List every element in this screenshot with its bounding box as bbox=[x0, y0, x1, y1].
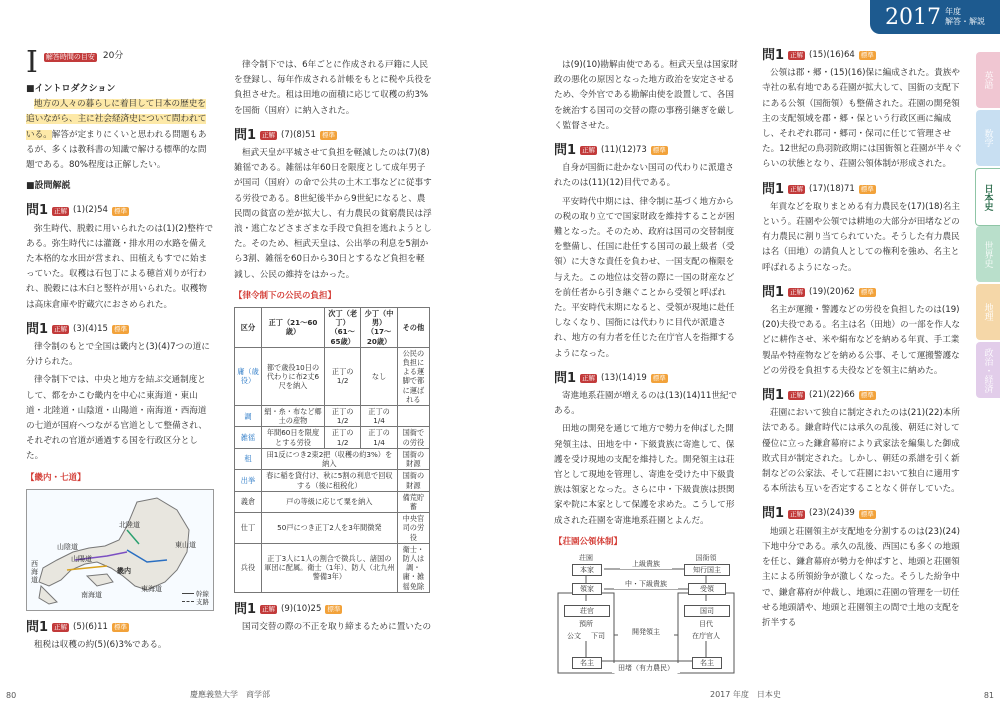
table-cell: 春に稲を貸付け、秋に5割の利息で回収する（後に租税化） bbox=[262, 470, 398, 491]
question-1-1-text: 弥生時代、脱穀に用いられたのは(1)(2)整杵である。弥生時代には灌漑・排水用の水路を備えた本格的な水田が営まれ、田植えもすでに始まっていた。収穫は石包丁による穂首刈りが行われ、脱穀には木臼と竪杵が用いられた。収穫物は高床倉庫や貯蔵穴におさめられた。 bbox=[26, 223, 214, 310]
side-tab-world-history[interactable]: 世界史 bbox=[976, 226, 1000, 282]
diagram-right-head: 国衙領 bbox=[678, 553, 734, 563]
difficulty-tag: 標準 bbox=[860, 391, 874, 400]
question-label: 問1 bbox=[26, 203, 49, 219]
difficulty-tag: 標準 bbox=[860, 51, 874, 60]
answer-number: (13)(14)19 bbox=[601, 372, 647, 383]
question-1-7-p1: 寄進地系荘園が増えるのは(13)(14)11世紀である。 bbox=[554, 391, 738, 417]
table-cell: 公民の負担による運脚で都に運ばれる bbox=[397, 347, 429, 405]
kageyushi-paragraph: は(9)(10)勘解由使である。桓武天皇は国家財政の悪化の原因となった地方政治を安定させるため、令外官である勘解由使を設置して、各国を統治する国司の交替の際の事務引継ぎを厳しく監督させた。 bbox=[554, 60, 738, 131]
table-cell: 戸の等級に応じて粟を納入 bbox=[262, 491, 398, 512]
year-header bbox=[870, 0, 1000, 34]
answer-number: (15)(16)64 bbox=[809, 50, 855, 60]
table-cell: 正丁の1/4 bbox=[361, 427, 397, 448]
table-row bbox=[235, 513, 430, 544]
roman-numeral: I bbox=[26, 45, 38, 80]
answer-tag: 正解 bbox=[790, 287, 804, 296]
table-row bbox=[235, 347, 430, 405]
answer-number: (3)(4)15 bbox=[73, 323, 108, 334]
right-page bbox=[500, 0, 1000, 702]
diagram-node-zaichokanjin: 在庁官人 bbox=[680, 631, 732, 641]
table-header: その他 bbox=[397, 308, 429, 348]
diagram-node-geshi: 下司 bbox=[586, 631, 610, 641]
question-1-9-text: 年貢などを取りまとめる有力農民を(17)(18)名主という。荘園や公領では耕地の大部分が田堵などの有力農民に割り当てられていた。そうした有力農民は名（田地）の請負人としての権利を強め、名主と呼ばれるようになった。 bbox=[762, 201, 960, 273]
table-row bbox=[235, 543, 430, 592]
table-cell: 年間60日を限度とする労役 bbox=[262, 427, 325, 448]
table-header: 次丁（老丁）（61〜65歳） bbox=[325, 308, 361, 348]
map-label-nankaido: 南海道 bbox=[81, 590, 102, 599]
table-cell: 田1反につき2束2把（収穫の約3%）を納入 bbox=[262, 448, 398, 469]
question-1-8 bbox=[762, 48, 962, 63]
answer-tag: 正解 bbox=[790, 184, 804, 193]
answer-tag: 正解 bbox=[54, 206, 68, 215]
question-label: 問1 bbox=[762, 506, 785, 522]
question-label: 問1 bbox=[762, 388, 785, 404]
question-label: 問1 bbox=[554, 370, 577, 386]
header-suffix-2: 解答・解説 bbox=[945, 17, 985, 26]
table-cell: 国衙の財源 bbox=[397, 470, 429, 491]
question-1-8-text: 公領は郡・郷・(15)(16)保に編成された。貴族や寺社の私有地である荘園が拡大して、国衙の支配下にある公領（国衙領）も整備された。荘園の開発領主の支配領域を郡・郷・保という行政区画に編成し、それぞれ郡司・郷司・保司に任じて管理させた。12世紀の鳥羽院政期には国衙領と荘園が半々ぐらいの状態となり、荘園公領体制が形成された。 bbox=[762, 68, 962, 170]
question-label: 問1 bbox=[234, 127, 257, 143]
diagram-node-kokushi: 国司 bbox=[684, 605, 730, 617]
table-row bbox=[235, 406, 430, 427]
table-header: 正丁（21〜60歳） bbox=[262, 308, 325, 348]
question-label: 問1 bbox=[762, 181, 785, 197]
map-label-saninado: 山陰道 bbox=[57, 542, 78, 551]
diagram-left-head: 荘園 bbox=[558, 553, 614, 563]
time-value: 20分 bbox=[102, 50, 124, 61]
diagram-label-kaihatsu: 開発領主 bbox=[618, 627, 674, 637]
map-label-kinai: 畿内 bbox=[117, 566, 131, 575]
intro-title: ■イントロダクション bbox=[26, 84, 116, 94]
table-cell: 租 bbox=[235, 448, 262, 469]
table-cell: 都で歳役10日の代わりに布2丈6尺を納入 bbox=[262, 347, 325, 405]
table-row bbox=[235, 470, 430, 491]
table-cell: 正丁3人に1人の割合で徴兵し、諸国の軍団に配属。衛士（1年）、防人（北九州警備3年） bbox=[262, 543, 398, 592]
table-cell: 国衙の財源 bbox=[397, 448, 429, 469]
answer-number: (1)(2)54 bbox=[73, 205, 108, 216]
question-1-5-text: 国司交替の際の不正を取り締まるために置いたの bbox=[242, 621, 432, 632]
answer-number: (5)(6)11 bbox=[73, 621, 108, 632]
difficulty-tag: 標準 bbox=[113, 206, 127, 215]
diagram-node-myoshu-right: 名主 bbox=[692, 657, 722, 669]
intro-highlight: 地方の人々の暮らしに着目して日本の歴史を追いながら、主に社会経済史について問われている。 bbox=[26, 99, 207, 140]
map-label-tokaido: 東海道 bbox=[141, 584, 162, 593]
answer-number: (19)(20)62 bbox=[809, 286, 855, 297]
table-cell: 庸（歳役） bbox=[235, 347, 262, 405]
map-label-saikaido: 西海道 bbox=[31, 559, 38, 584]
answer-number: (23)(24)39 bbox=[809, 508, 855, 519]
table-row bbox=[235, 448, 430, 469]
side-tab-japanese-history[interactable]: 日本史 bbox=[975, 168, 1000, 226]
answer-tag: 正解 bbox=[262, 604, 276, 613]
map-label-hokurikudo: 北陸道 bbox=[119, 520, 140, 529]
question-1-4 bbox=[234, 128, 432, 143]
map-label-sanyodo: 山陽道 bbox=[71, 554, 92, 563]
footer-title-left: 慶應義塾大学 商学部 bbox=[190, 690, 270, 699]
question-1-2-p1: 律令制のもとで全国は畿内と(3)(4)7つの道に分けられた。 bbox=[26, 342, 210, 368]
table-cell: 兵役 bbox=[235, 543, 262, 592]
shoen-diagram bbox=[554, 553, 738, 675]
question-1-3-text: 租税は収穫の約(5)(6)3%である。 bbox=[34, 640, 167, 651]
answer-number: (17)(18)71 bbox=[809, 183, 855, 194]
difficulty-tag: 標準 bbox=[652, 146, 666, 155]
answer-tag: 正解 bbox=[790, 509, 804, 518]
question-1-10 bbox=[762, 285, 962, 300]
answer-tag: 正解 bbox=[582, 146, 596, 155]
side-tab-math[interactable]: 数学 bbox=[976, 110, 1000, 166]
table-row bbox=[235, 491, 430, 512]
legend-branch: 支路 bbox=[196, 597, 209, 606]
table-cell: 正丁の1/2 bbox=[325, 427, 361, 448]
answer-number: (11)(12)73 bbox=[601, 145, 647, 156]
map-title: 【畿内・七道】 bbox=[26, 472, 86, 483]
difficulty-tag: 標準 bbox=[113, 324, 127, 333]
answer-tag: 正解 bbox=[790, 391, 804, 400]
legend-trunk: 幹線 bbox=[196, 589, 209, 598]
question-1-4-text: 桓武天皇が平城させて負担を軽減したのは(7)(8)雑徭である。雑徭は年60日を限度として成年男子が国司（国府）の命で公共の土木工事などに従事する労役である。8世紀後半から9世紀になると、農民間の貧富の差が拡大し、有力農民の貧窮農民は浮浪・逃亡などさまざまな手段で負担を逃れようとした。そのため、桓武天皇は、公出挙の利息を5割から3割、雑徭を60日から30日とするなど負担を軽減し、公民の維持をはかった。 bbox=[234, 148, 432, 280]
question-1-2-p2: 律令制下では、中央と地方を結ぶ交通制度として、都をかこむ畿内を中心に東海道・東山道・北陸道・山陰道・山陽道・南海道・西海道の七道が国府へつながる官道として整備され、それぞれの官道が通過する国を行政区分とした。 bbox=[26, 375, 207, 462]
time-tag: 解答時間の目安 bbox=[45, 53, 95, 61]
answer-number: (7)(8)51 bbox=[281, 129, 316, 140]
diagram-node-azukaridokoro: 預所 bbox=[568, 619, 604, 629]
table-cell: 絹・糸・布など郷土の産物 bbox=[262, 406, 325, 427]
question-1-12 bbox=[762, 506, 962, 521]
header-suffix bbox=[945, 7, 985, 27]
diagram-node-kumon: 公文 bbox=[562, 631, 586, 641]
question-label: 問1 bbox=[762, 48, 785, 63]
table-header: 区分 bbox=[235, 308, 262, 348]
intro-rest: 解答が定まりにくいと思われる問題もあるが、多くは教科書の知識で解ける標準的な問題である。80%程度は正解したい。 bbox=[26, 129, 207, 171]
table-cell: 雑徭 bbox=[235, 427, 262, 448]
header-year: 2017 bbox=[885, 4, 941, 30]
question-label: 問1 bbox=[26, 619, 49, 635]
question-label: 問1 bbox=[554, 143, 577, 159]
side-tab-politics-economics[interactable]: 政治・経済 bbox=[976, 342, 1000, 398]
difficulty-tag: 標準 bbox=[860, 509, 874, 518]
side-tab-english[interactable]: 英語 bbox=[976, 52, 1000, 108]
table-title: 【律令制下の公民の負担】 bbox=[234, 290, 337, 301]
table-cell bbox=[397, 406, 429, 427]
map-label-tosando: 東山道 bbox=[175, 540, 196, 549]
question-1-12-text: 地頭と荘園領主が支配地を分割するのは(23)(24)下地中分である。承久の乱後、西国にも多くの地頭を任じ、鎌倉幕府が勢力を伸ばすと、地頭と荘園領主による所領紛争が激しくなった。そうした紛争中で、鎌倉幕府が仲裁し、地頭に荘園の管理を一切任せる地頭請や、地頭と荘園領主の間で土地の支配を折半する bbox=[762, 526, 960, 628]
question-1-6-p1: 自身が国衙に赴かない国司の代わりに派遣されたのは(11)(12)目代である。 bbox=[554, 163, 734, 189]
diagram-node-myoshu-left: 名主 bbox=[572, 657, 602, 669]
diagram-title: 【荘園公領体制】 bbox=[554, 536, 623, 547]
difficulty-tag: 標準 bbox=[321, 130, 335, 139]
question-1-11 bbox=[762, 388, 962, 403]
difficulty-tag: 標準 bbox=[113, 622, 127, 631]
difficulty-tag: 標準 bbox=[860, 287, 874, 296]
question-1-3 bbox=[26, 620, 214, 635]
burden-table bbox=[234, 307, 430, 593]
table-cell: 50戸につき正丁2人を3年間徴発 bbox=[262, 513, 398, 544]
side-tab-geography[interactable]: 地理 bbox=[976, 284, 1000, 340]
table-cell: 国衙での労役 bbox=[397, 427, 429, 448]
diagram-label-tato: 田堵（有力農民） bbox=[612, 663, 680, 673]
question-1-9 bbox=[762, 182, 962, 197]
map-legend bbox=[182, 590, 209, 606]
answer-tag: 正解 bbox=[54, 324, 68, 333]
diagram-node-ryoke: 領家 bbox=[572, 583, 602, 595]
right-column-2 bbox=[762, 48, 962, 634]
answer-tag: 正解 bbox=[582, 373, 596, 382]
question-1-5 bbox=[234, 602, 432, 617]
table-cell: 備荒貯蓄 bbox=[397, 491, 429, 512]
map-figure bbox=[26, 489, 214, 611]
diagram-node-chigyokokushu: 知行国主 bbox=[684, 564, 730, 576]
diagram-label-upper: 上級貴族 bbox=[620, 559, 672, 569]
difficulty-tag: 標準 bbox=[327, 604, 341, 613]
right-column-1 bbox=[554, 58, 740, 675]
table-cell: 正丁の1/4 bbox=[361, 406, 397, 427]
question-1-7-p2: 田地の開発を通じて地方で勢力を伸ばした開発領主は、田地を中・下級貴族に寄進して、保護を受け現地の支配を維持した。開発領主は荘官として現地を管理し、寄進を受けた中下級貴族は領家となった。さらに中・下級貴族は摂関家や院に本家として保護を求めた。こうして形成された荘園を寄進地系荘園とよんだ。 bbox=[554, 424, 735, 526]
question-label: 問1 bbox=[26, 321, 49, 337]
question-1-10-text: 名主が運搬・警護などの労役を負担したのは(19)(20)夫役である。名主は名（田地）の一部を作人などに耕作させ、米や絹布などを納める年貢、手工業製品や特産物などを納める公事、そして運搬警護などの労役を負担する夫役などを領主に納めた。 bbox=[762, 305, 961, 376]
diagram-node-honke: 本家 bbox=[572, 564, 602, 576]
header-suffix-1: 年度 bbox=[945, 7, 961, 16]
table-cell: 義倉 bbox=[235, 491, 262, 512]
setsumon-title: ■設問解説 bbox=[26, 181, 71, 192]
answer-tag: 正解 bbox=[54, 622, 68, 631]
question-1-6-p2: 平安時代中期には、律令制に基づく地方からの税の取り立てで国家財政を維持することが困難となった。そのため、政府は国司の交替制度を整備し、任国に赴任する国司の最上級者（受領）に大きな責任を負わせ、一国支配の権限を与えた。この地位は交替の際に一国の財産などを前任者から引き継ぐことから受領と呼ばれた。平安時代末期になると、受領が現地に赴任しなくなり、国衙には代わりに目代が派遣され、地方の有力者を任じた在庁官人を指揮するようになった。 bbox=[554, 196, 735, 359]
table-cell: なし bbox=[361, 347, 397, 405]
answer-tag: 正解 bbox=[790, 51, 804, 60]
question-1-7 bbox=[554, 371, 740, 386]
footer-title-right: 2017 年度 日本史 bbox=[710, 690, 781, 699]
answer-number: (21)(22)66 bbox=[809, 390, 855, 401]
question-1-2 bbox=[26, 322, 214, 337]
diagram-node-shokan: 荘官 bbox=[564, 605, 610, 617]
table-cell: 衛士・防人は調・庸・雑徭免除 bbox=[397, 543, 429, 592]
diagram-label-middle: 中・下級貴族 bbox=[614, 579, 678, 589]
page-number-left: 80 bbox=[6, 691, 17, 700]
difficulty-tag: 標準 bbox=[860, 184, 874, 193]
ritsuryo-paragraph: 律令制下では、6年ごとに作成される戸籍に人民を登録し、毎年作成される計帳をもとに税や兵役を負担させた。租は田地の面積に応じて収穫の約3%を国衙（国府）に納入された。 bbox=[234, 60, 432, 116]
table-cell: 正丁の1/2 bbox=[325, 347, 361, 405]
table-cell: 出挙 bbox=[235, 470, 262, 491]
table-cell: 中央官司の労役 bbox=[397, 513, 429, 544]
left-column-1 bbox=[26, 45, 214, 656]
table-header: 少丁（中男）（17〜20歳） bbox=[361, 308, 397, 348]
left-column-2 bbox=[234, 58, 432, 638]
diagram-node-mokudai: 目代 bbox=[688, 619, 724, 629]
question-label: 問1 bbox=[762, 284, 785, 300]
question-1-11-text: 荘園において独自に制定されたのは(21)(22)本所法である。鎌倉時代には承久の乱後、朝廷に対して優位に立った鎌倉幕府により武家法を編集した御成敗式目が制定された。しかし、朝廷の系譜を引く新制などの公家法、そして荘園において独自に適用する本所法も互いを否定することなく併存していた。 bbox=[762, 408, 960, 495]
difficulty-tag: 標準 bbox=[652, 373, 666, 382]
answer-number: (9)(10)25 bbox=[281, 603, 322, 614]
question-1-6 bbox=[554, 143, 740, 158]
table-cell: 正丁の1/2 bbox=[325, 406, 361, 427]
table-header-row bbox=[235, 308, 430, 348]
table-cell: 調 bbox=[235, 406, 262, 427]
table-row bbox=[235, 427, 430, 448]
diagram-node-zuryo: 受領 bbox=[688, 583, 726, 595]
question-label: 問1 bbox=[234, 601, 257, 617]
answer-tag: 正解 bbox=[262, 130, 276, 139]
table-cell: 仕丁 bbox=[235, 513, 262, 544]
page-number-right: 81 bbox=[983, 691, 994, 700]
section-heading bbox=[26, 45, 214, 80]
question-1-1 bbox=[26, 203, 214, 218]
